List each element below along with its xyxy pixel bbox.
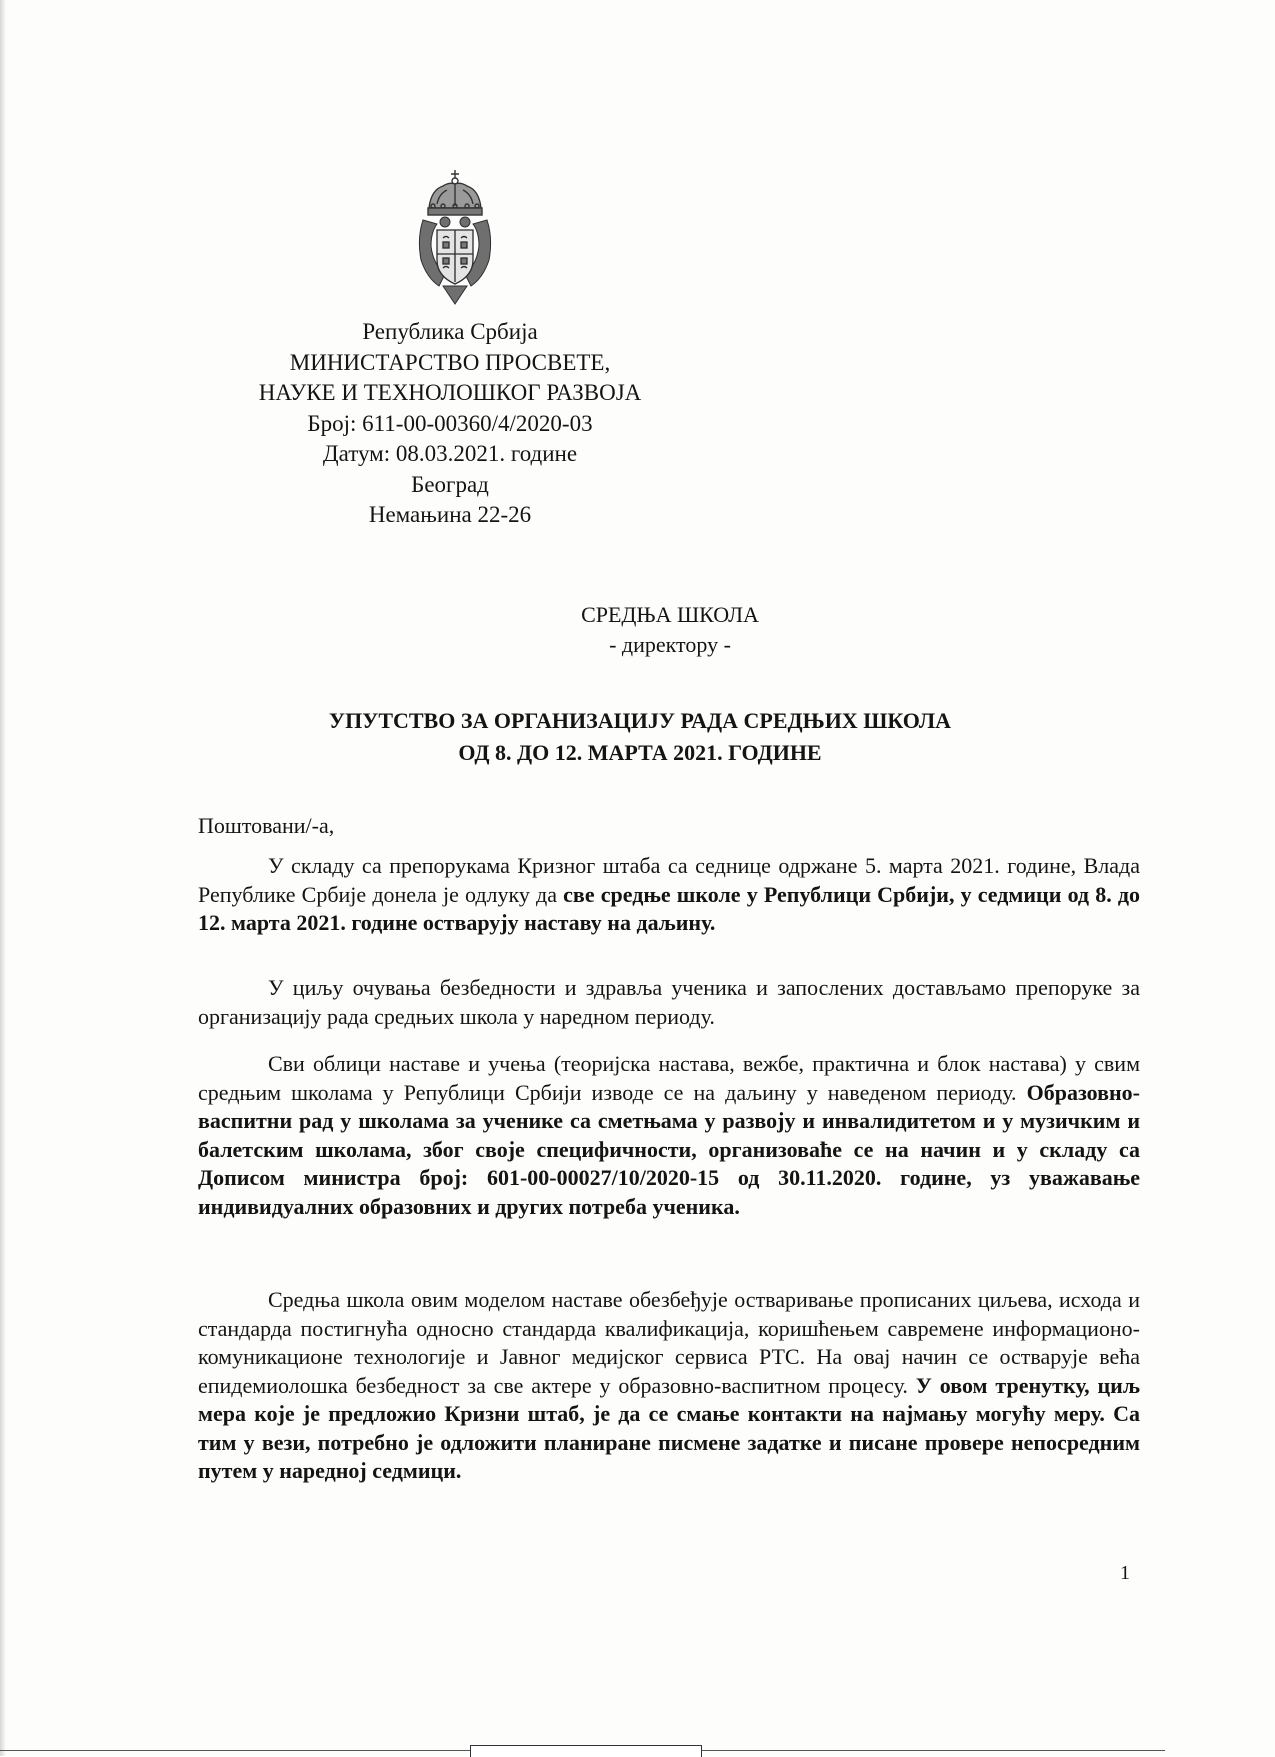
addressee-school: СРЕДЊА ШКОЛА xyxy=(581,602,759,627)
sender-header xyxy=(240,317,660,531)
serbian-coat-of-arms-icon xyxy=(415,168,495,308)
city: Београд xyxy=(411,471,489,497)
paragraph-1-bold: све средње школе у Републици Србији, у седмици од 8. до 12. марта 2021. године остварују наставу на даљину. xyxy=(198,881,1140,935)
document-title xyxy=(120,705,1160,769)
scan-edge xyxy=(0,0,6,1756)
paragraph-4-text: Средња школа овим моделом наставе обезбеђује остваривање прописаних циљева, исхода и стандарда постигнућа односно стандарда квалификација, коришћењем савремене информационо-комуникационе технологије и Јавног медијског сервиса РТС. На овај начин се остварује већа епидемиолошка безбедност за све актере у образовно-васпитном процесу. xyxy=(198,1287,1140,1398)
paragraph-1-text: У складу са препорукама Кризног штаба са седнице одржане 5. марта 2021. године, Влада Републике Србије донела је одлуку да xyxy=(198,853,1140,907)
ministry-name-line-1: МИНИСТАРСТВО ПРОСВЕТЕ, xyxy=(289,349,611,375)
paragraph-2 xyxy=(198,974,1140,1031)
paragraph-3 xyxy=(198,1050,1140,1221)
addressee xyxy=(500,600,840,660)
paragraph-2-text: У циљу очувања безбедности и здравља ученика и запослених достављамо препоруке за организацију рада средњих школа у наредном периоду. xyxy=(198,975,1140,1029)
paragraph-4-bold: У овом тренутку, циљ мера које је предложио Кризни штаб, је да се смање контакти на најмању могућу меру. Са тим у вези, потребно је одложити планиране писмене задатке и писане провере непосредним путем у наредној седмици. xyxy=(198,1372,1140,1483)
street-address: Немањина 22-26 xyxy=(368,502,532,527)
title-line-1: УПУТСТВО ЗА ОРГАНИЗАЦИЈУ РАДА СРЕДЊИХ ШКОЛА xyxy=(328,708,952,733)
paragraph-4 xyxy=(198,1286,1140,1486)
title-line-2: ОД 8. ДО 12. МАРТА 2021. ГОДИНЕ xyxy=(458,740,822,765)
scan-bottom-tab xyxy=(470,1745,702,1757)
paragraph-3-bold: Образовно-васпитни рад у школама за ученике са сметњама у развоју и инвалидитетом и у музичким и балетским школама, због своје специфичности, организоваће се на начин и у складу са Дописом министра број: 601-00-00027/10/2020-15 од 30.11.2020. године, уз уважавање индивидуалних образовних и других потреба ученика. xyxy=(198,1079,1140,1219)
document-date: Датум: 08.03.2021. године xyxy=(322,441,578,466)
ministry-name-line-2: НАУКЕ И ТЕХНОЛОШКОГ РАЗВОЈА xyxy=(258,380,642,405)
country-name: Република Србија xyxy=(362,319,538,344)
paragraph-1 xyxy=(198,852,1140,938)
reference-number: Број: 611-00-00360/4/2020-03 xyxy=(307,410,593,436)
salutation: Поштовани/-а, xyxy=(198,813,335,838)
paragraph-3-text: Сви облици наставе и учења (теоријска настава, вежбе, практична и блок настава) у свим средњим школама у Републици Србији изводе се на даљину у наведеном периоду. xyxy=(198,1051,1140,1105)
page-number: 1 xyxy=(1120,1562,1130,1584)
addressee-role: - директору - xyxy=(609,632,731,657)
